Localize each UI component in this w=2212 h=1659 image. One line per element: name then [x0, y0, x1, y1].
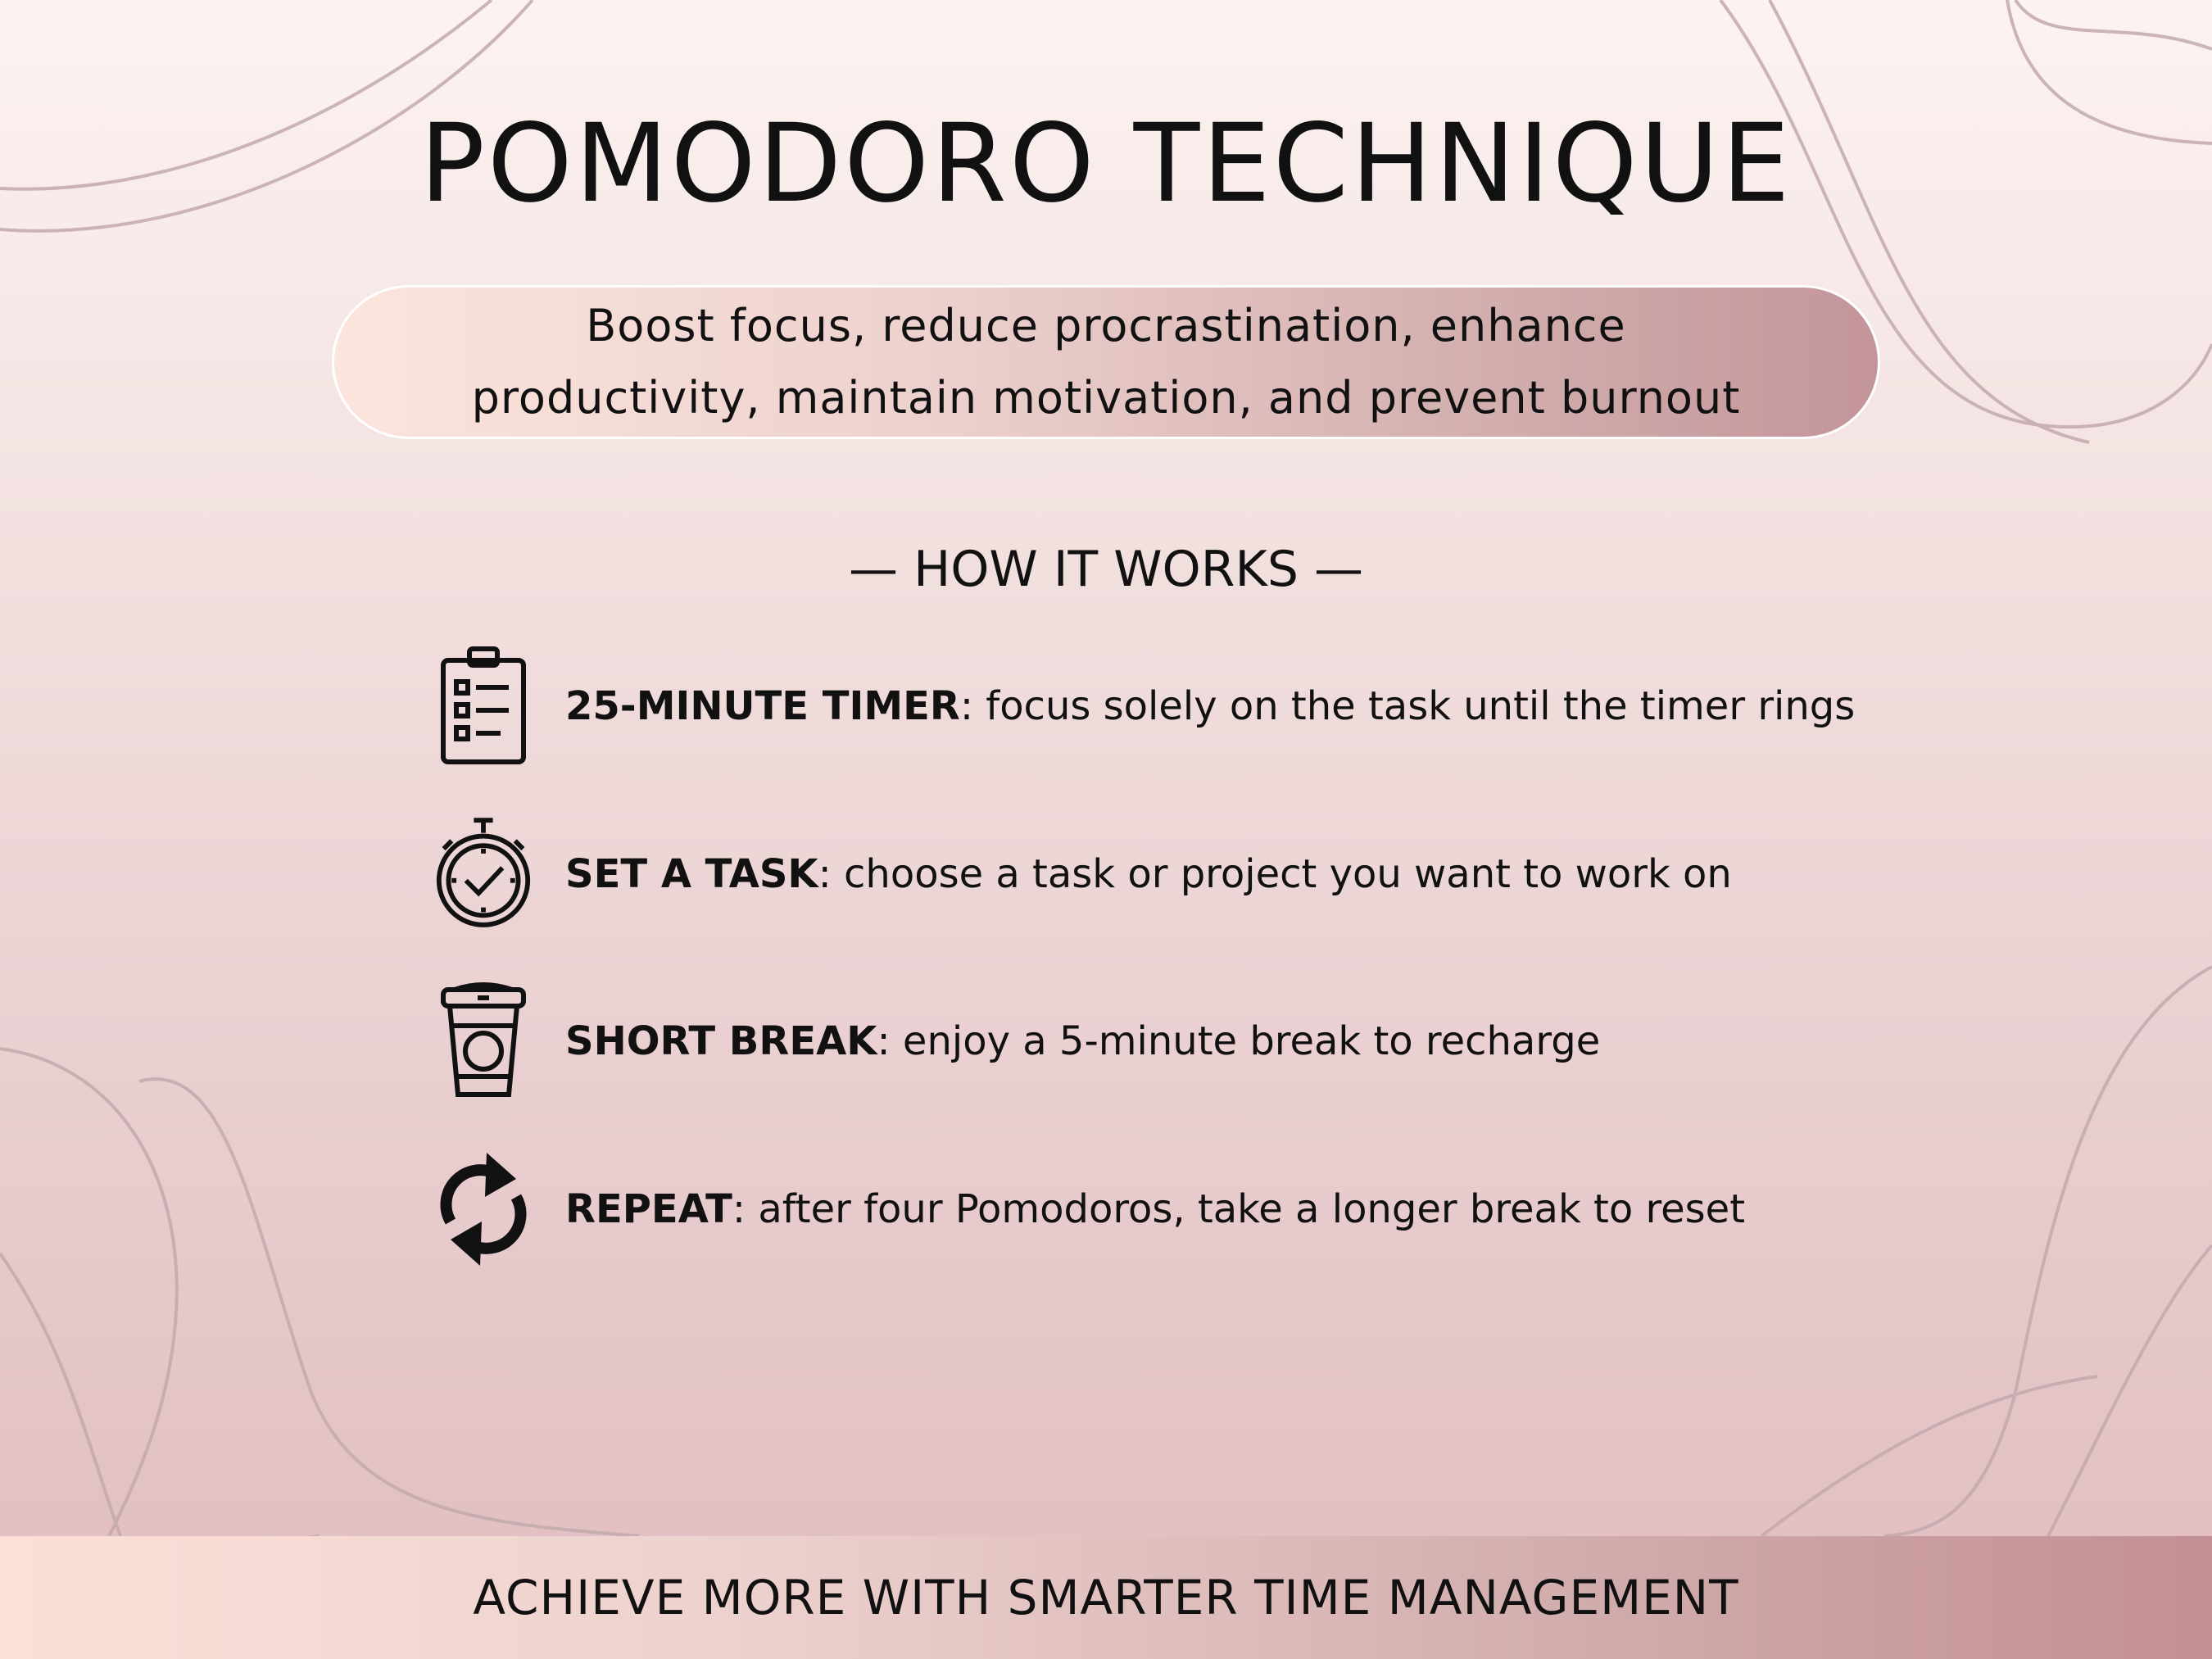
step-label: SET A TASK — [565, 851, 818, 897]
subtitle-line-1: Boost focus, reduce procrastination, enhance — [586, 300, 1626, 351]
step-description — [565, 1018, 1600, 1064]
coffee-cup-icon — [434, 980, 533, 1103]
step-label: SHORT BREAK — [565, 1018, 877, 1064]
section-heading: — HOW IT WORKS — — [849, 541, 1363, 598]
step-label: 25-MINUTE TIMER — [565, 683, 960, 729]
repeat-arrows-icon — [434, 1148, 533, 1271]
subtitle-line-2: productivity, maintain motivation, and prevent burnout — [471, 372, 1741, 424]
page-title: POMODORO TECHNIQUE — [419, 101, 1793, 227]
subtitle-text — [472, 290, 1741, 434]
step-text: : enjoy a 5-minute break to recharge — [877, 1018, 1601, 1064]
step-text: : focus solely on the task until the timer rings — [959, 683, 1856, 729]
stopwatch-check-icon — [434, 813, 533, 936]
footer-banner — [0, 1536, 2212, 1659]
clipboard-checklist-icon — [434, 645, 533, 768]
step-description — [565, 851, 1732, 897]
step-description — [565, 683, 1855, 729]
step-description — [565, 1186, 1745, 1232]
step-item — [434, 1148, 1745, 1271]
step-text: : choose a task or project you want to work on — [818, 851, 1732, 897]
footer-tagline: ACHIEVE MORE WITH SMARTER TIME MANAGEMENT — [473, 1570, 1739, 1625]
step-item — [434, 645, 1855, 768]
step-item — [434, 813, 1732, 936]
subtitle-banner — [332, 285, 1880, 439]
step-text: : after four Pomodoros, take a longer break to reset — [732, 1186, 1746, 1232]
step-label: REPEAT — [565, 1186, 732, 1232]
step-item — [434, 980, 1600, 1103]
